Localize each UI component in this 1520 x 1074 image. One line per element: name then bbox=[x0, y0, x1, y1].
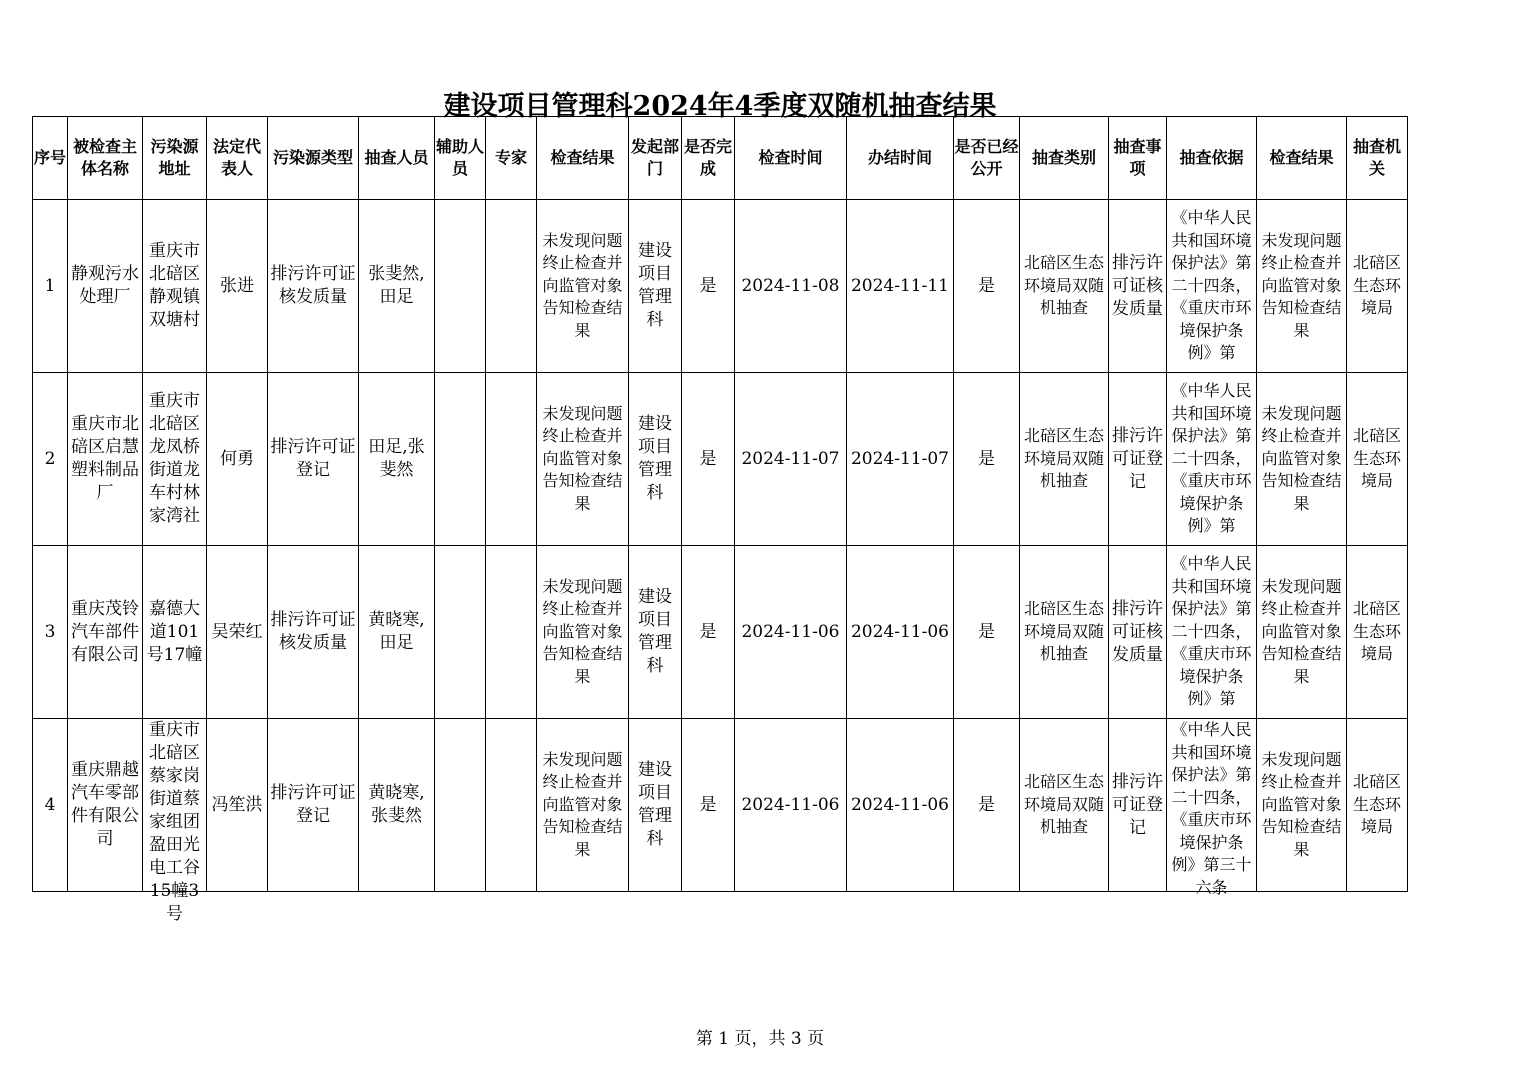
cell-text: 1 bbox=[44, 275, 56, 296]
cell-text: 何勇 bbox=[220, 448, 254, 469]
column-header: 检查结果 bbox=[1257, 117, 1347, 200]
cell-text: 张斐然,田足 bbox=[368, 264, 425, 307]
table-row bbox=[33, 546, 1408, 719]
cell-text: 北碚区生态环境局双随机抽查 bbox=[1023, 426, 1104, 491]
table-cell bbox=[486, 546, 537, 719]
table-cell bbox=[1020, 200, 1109, 373]
table-cell bbox=[1257, 200, 1347, 373]
table-cell bbox=[207, 200, 268, 373]
cell-text: 黄晓寒,张斐然 bbox=[368, 783, 425, 826]
table-cell bbox=[847, 546, 954, 719]
table-row bbox=[33, 373, 1408, 546]
table-cell bbox=[1167, 719, 1257, 897]
cell-text: 是 bbox=[978, 448, 995, 469]
table-cell bbox=[268, 719, 359, 892]
cell-text: 3 bbox=[44, 621, 56, 642]
cell-text: 张进 bbox=[220, 275, 254, 296]
table-cell bbox=[268, 373, 359, 546]
cell-text: 排污许可证登记 bbox=[270, 437, 356, 480]
column-header: 污染源类型 bbox=[268, 117, 359, 200]
table-cell bbox=[143, 719, 207, 924]
cell-text: 重庆市北碚区启慧塑料制品厂 bbox=[71, 414, 139, 503]
column-header: 抽查依据 bbox=[1167, 117, 1257, 200]
table-cell bbox=[1020, 373, 1109, 546]
cell-text: 排污许可证登记 bbox=[1112, 771, 1163, 838]
column-header: 发起部门 bbox=[629, 117, 682, 200]
table-cell bbox=[1109, 373, 1167, 546]
table-cell bbox=[735, 200, 847, 373]
table-cell bbox=[682, 373, 735, 546]
column-header: 检查时间 bbox=[735, 117, 847, 200]
cell-text: 《中华人民共和国环境保护法》第二十四条，《重庆市环境保护条例》第 bbox=[1171, 381, 1252, 536]
table-cell bbox=[207, 546, 268, 719]
table-cell bbox=[268, 546, 359, 719]
table-cell bbox=[629, 719, 682, 892]
cell-text: 是 bbox=[699, 794, 717, 815]
cell-text: 重庆茂铃汽车部件有限公司 bbox=[71, 598, 139, 665]
table-cell bbox=[207, 373, 268, 546]
table-cell bbox=[486, 200, 537, 373]
cell-text: 未发现问题终止检查并向监管对象告知检查结果 bbox=[1261, 403, 1342, 513]
cell-text: 2024-11-06 bbox=[741, 621, 840, 642]
table-cell bbox=[682, 200, 735, 373]
cell-text: 未发现问题终止检查并向监管对象告知检查结果 bbox=[542, 576, 623, 686]
table-row bbox=[33, 719, 1408, 892]
column-header: 抽查人员 bbox=[359, 117, 435, 200]
table-cell bbox=[1347, 200, 1408, 373]
column-header: 污染源地址 bbox=[143, 117, 207, 200]
cell-text: 2024-11-06 bbox=[850, 621, 949, 642]
cell-text: 吴荣红 bbox=[211, 621, 263, 642]
table-cell bbox=[1109, 719, 1167, 892]
table-cell bbox=[143, 373, 207, 546]
results-table bbox=[32, 116, 1408, 924]
cell-text: 排污许可证登记 bbox=[270, 783, 356, 826]
cell-text: 4 bbox=[44, 794, 56, 815]
cell-text: 北碚区生态环境局 bbox=[1352, 772, 1401, 837]
cell-text: 重庆鼎越汽车零部件有限公司 bbox=[71, 760, 139, 849]
cell-text: 2024-11-08 bbox=[741, 275, 840, 296]
table-cell bbox=[1257, 373, 1347, 546]
table-cell bbox=[1109, 546, 1167, 719]
table-body bbox=[33, 200, 1408, 924]
table-cell bbox=[537, 546, 629, 719]
page-title: 建设项目管理科2024年4季度双随机抽查结果 bbox=[443, 91, 997, 122]
table-cell bbox=[735, 719, 847, 892]
column-header: 法定代表人 bbox=[207, 117, 268, 200]
table-cell bbox=[1347, 373, 1408, 546]
cell-text: 静观污水处理厂 bbox=[71, 264, 139, 307]
table-cell bbox=[537, 719, 629, 892]
table-cell bbox=[735, 546, 847, 719]
table-cell bbox=[1347, 546, 1408, 719]
cell-text: 北碚区生态环境局 bbox=[1352, 599, 1401, 664]
column-header: 辅助人员 bbox=[435, 117, 486, 200]
cell-text: 未发现问题终止检查并向监管对象告知检查结果 bbox=[542, 230, 623, 340]
cell-text: 建设项目管理科 bbox=[638, 587, 672, 676]
column-header: 是否完成 bbox=[682, 117, 735, 200]
table-cell bbox=[68, 373, 143, 546]
cell-text: 是 bbox=[699, 275, 717, 296]
table-cell bbox=[143, 546, 207, 719]
table-cell bbox=[435, 373, 486, 546]
table-cell bbox=[1347, 719, 1408, 892]
table-cell bbox=[33, 200, 68, 373]
column-header: 是否已经公开 bbox=[954, 117, 1020, 200]
cell-text: 是 bbox=[699, 448, 717, 469]
table-cell bbox=[682, 719, 735, 892]
cell-text: 重庆市北碚区静观镇双塘村 bbox=[149, 241, 200, 330]
table-header-row bbox=[33, 117, 1408, 200]
table-cell bbox=[1020, 719, 1109, 892]
table-cell bbox=[1020, 546, 1109, 719]
table-cell bbox=[435, 546, 486, 719]
cell-text: 2024-11-06 bbox=[850, 794, 949, 815]
table-cell bbox=[486, 719, 537, 892]
cell-text: 建设项目管理科 bbox=[638, 414, 672, 503]
table-cell bbox=[537, 200, 629, 373]
table-cell bbox=[207, 719, 268, 892]
table-cell bbox=[268, 200, 359, 373]
table-cell bbox=[629, 546, 682, 719]
table-cell bbox=[1167, 373, 1257, 546]
cell-text: 《中华人民共和国环境保护法》第二十四条，《重庆市环境保护条例》第三十六条 bbox=[1171, 720, 1252, 897]
column-header: 被检查主体名称 bbox=[68, 117, 143, 200]
table-cell bbox=[1109, 200, 1167, 373]
cell-text: 排污许可证核发质量 bbox=[1112, 252, 1163, 319]
cell-text: 未发现问题终止检查并向监管对象告知检查结果 bbox=[1261, 576, 1342, 686]
table-cell bbox=[33, 546, 68, 719]
cell-text: 黄晓寒,田足 bbox=[368, 610, 425, 653]
column-header: 抽查机关 bbox=[1347, 117, 1408, 200]
table-cell bbox=[735, 373, 847, 546]
column-header: 序号 bbox=[33, 117, 68, 200]
column-header: 办结时间 bbox=[847, 117, 954, 200]
cell-text: 2024-11-06 bbox=[741, 794, 840, 815]
table-cell bbox=[33, 373, 68, 546]
cell-text: 《中华人民共和国环境保护法》第二十四条，《重庆市环境保护条例》第 bbox=[1171, 208, 1252, 363]
table-cell bbox=[847, 373, 954, 546]
cell-text: 是 bbox=[978, 275, 995, 296]
cell-text: 重庆市北碚区龙凤桥街道龙车村林家湾社 bbox=[149, 391, 200, 526]
cell-text: 排污许可证核发质量 bbox=[270, 610, 356, 653]
table-cell bbox=[359, 373, 435, 546]
table-cell bbox=[68, 719, 143, 892]
table-cell bbox=[435, 200, 486, 373]
cell-text: 2024-11-07 bbox=[741, 448, 840, 469]
table-cell bbox=[682, 546, 735, 719]
cell-text: 嘉德大道101号17幢 bbox=[146, 598, 203, 665]
table-cell bbox=[359, 546, 435, 719]
cell-text: 北碚区生态环境局双随机抽查 bbox=[1023, 772, 1104, 837]
table-cell bbox=[629, 373, 682, 546]
cell-text: 2 bbox=[44, 448, 56, 469]
cell-text: 排污许可证登记 bbox=[1112, 425, 1163, 492]
cell-text: 是 bbox=[699, 621, 717, 642]
cell-text: 《中华人民共和国环境保护法》第二十四条，《重庆市环境保护条例》第 bbox=[1171, 554, 1252, 709]
table-cell bbox=[1167, 546, 1257, 719]
table-cell bbox=[435, 719, 486, 892]
table-cell bbox=[1167, 200, 1257, 373]
column-header: 抽查类别 bbox=[1020, 117, 1109, 200]
cell-text: 北碚区生态环境局双随机抽查 bbox=[1023, 253, 1104, 318]
table-cell bbox=[486, 373, 537, 546]
column-header: 专家 bbox=[486, 117, 537, 200]
cell-text: 是 bbox=[978, 794, 995, 815]
cell-text: 建设项目管理科 bbox=[638, 241, 672, 330]
cell-text: 排污许可证核发质量 bbox=[270, 264, 356, 307]
table-cell bbox=[537, 373, 629, 546]
column-header: 抽查事项 bbox=[1109, 117, 1167, 200]
table-cell bbox=[68, 546, 143, 719]
table-cell bbox=[68, 200, 143, 373]
table-cell bbox=[847, 719, 954, 892]
table-cell bbox=[954, 200, 1020, 373]
table-row bbox=[33, 200, 1408, 373]
table-cell bbox=[847, 200, 954, 373]
table-cell bbox=[1257, 719, 1347, 892]
cell-text: 北碚区生态环境局 bbox=[1352, 426, 1401, 491]
cell-text: 未发现问题终止检查并向监管对象告知检查结果 bbox=[1261, 749, 1342, 859]
cell-text: 田足,张斐然 bbox=[368, 437, 425, 480]
cell-text: 建设项目管理科 bbox=[638, 760, 672, 849]
table-cell bbox=[1257, 546, 1347, 719]
cell-text: 北碚区生态环境局 bbox=[1352, 253, 1401, 318]
cell-text: 2024-11-07 bbox=[850, 448, 949, 469]
cell-text: 未发现问题终止检查并向监管对象告知检查结果 bbox=[542, 749, 623, 859]
table-cell bbox=[359, 200, 435, 373]
table-cell bbox=[954, 373, 1020, 546]
cell-text: 是 bbox=[978, 621, 995, 642]
cell-text: 冯笙洪 bbox=[211, 794, 263, 815]
table-cell bbox=[359, 719, 435, 892]
cell-text: 未发现问题终止检查并向监管对象告知检查结果 bbox=[542, 403, 623, 513]
table-cell bbox=[33, 719, 68, 892]
column-header: 检查结果 bbox=[537, 117, 629, 200]
table-cell bbox=[954, 719, 1020, 892]
cell-text: 未发现问题终止检查并向监管对象告知检查结果 bbox=[1261, 230, 1342, 340]
cell-text: 重庆市北碚区蔡家岗街道蔡家组团盈田光电工谷15幢3号 bbox=[149, 720, 200, 924]
table-cell bbox=[954, 546, 1020, 719]
cell-text: 2024-11-11 bbox=[850, 275, 949, 296]
cell-text: 排污许可证核发质量 bbox=[1112, 598, 1163, 665]
table-cell bbox=[143, 200, 207, 373]
cell-text: 北碚区生态环境局双随机抽查 bbox=[1023, 599, 1104, 664]
table-cell bbox=[629, 200, 682, 373]
page-footer: 第 1 页，共 3 页 bbox=[695, 1029, 825, 1049]
